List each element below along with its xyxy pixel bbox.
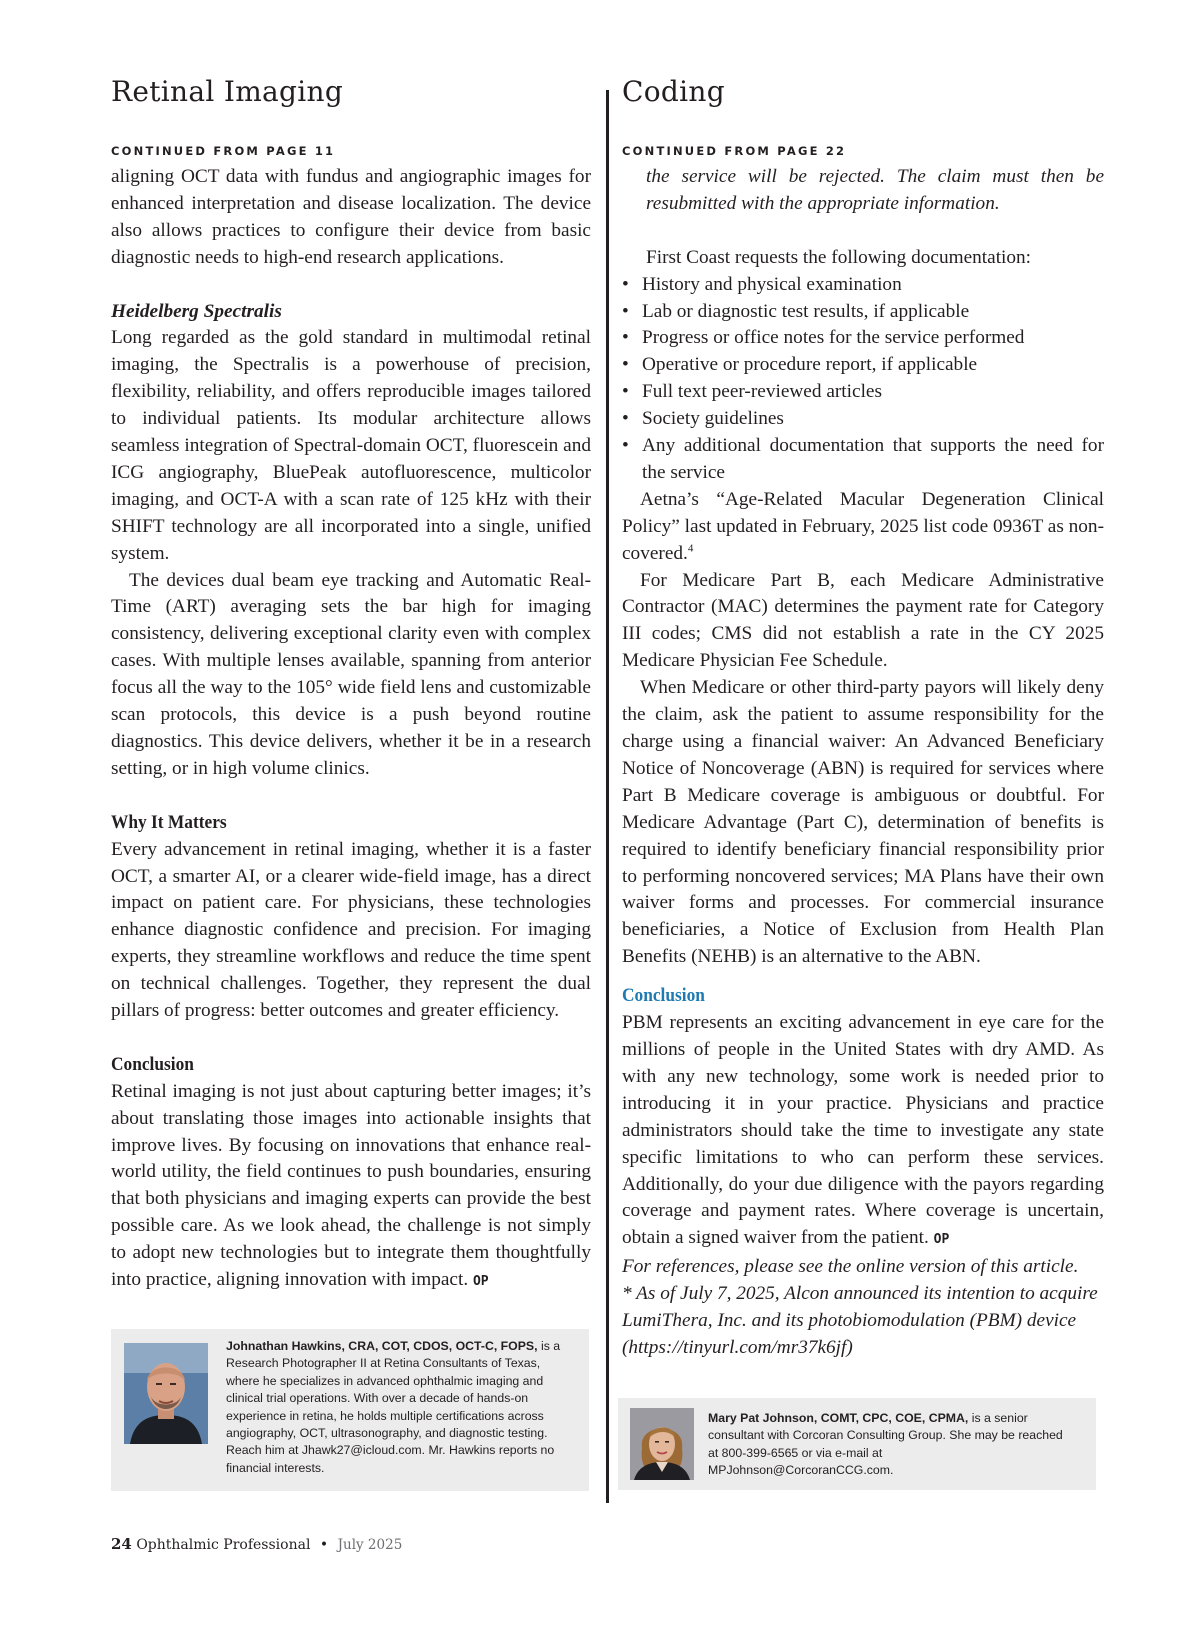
section-title-coding: Coding <box>622 75 725 108</box>
op-end-mark-left: OP <box>472 1274 489 1290</box>
waiver-paragraph: When Medicare or other third-party payors will likely deny the claim, ask the patient to assume responsibility for the charge using a financial waiver: An Advanced Beneficiary Notice of Noncoverage (ABN) is required for services where Part B Medicare coverage is ambiguous or doubtful. For Medicare Advantage (Part C), determination of benefits is required to identify beneficiary financial responsibility prior to performing noncovered services; MA Plans have their own waiver forms and processes. For commercial insurance beneficiaries, a Notice of Exclusion from Health Plan Benefits (NEHB) is an alternative to the ABN. <box>622 677 1104 968</box>
bio-name-hawkins: Johnathan Hawkins, CRA, COT, CDOS, OCT-C, FOPS, <box>226 1339 538 1353</box>
list-item: • Lab or diagnostic test results, if applicable <box>622 299 1104 326</box>
list-item: • History and physical examination <box>622 272 1104 299</box>
documentation-intro: First Coast requests the following documentation: <box>646 246 1032 268</box>
aetna-paragraph <box>622 487 1104 568</box>
list-item: • Progress or office notes for the service performed <box>622 325 1104 352</box>
subhead-why-it-matters: Why It Matters <box>111 811 227 833</box>
list-item: • Society guidelines <box>622 406 1104 433</box>
subhead-heidelberg: Heidelberg Spectralis <box>111 300 282 322</box>
bio-description-johnson: is a senior consultant with Corcoran Consulting Group. She may be reached at 800-399-6565 or via e-mail at MPJohnson@CorcoranCCG.com. <box>708 1411 1063 1478</box>
author-bio-hawkins <box>111 1329 589 1491</box>
conclusion-paragraph-left <box>111 1079 591 1296</box>
column-divider <box>606 90 609 1503</box>
intro-paragraph: aligning OCT data with fundus and angiographic images for enhanced interpretation and disease localization. The device also allows practices to configure their device from basic diagnostic needs to high-end research applications. <box>111 166 591 268</box>
aetna-text: Aetna’s “Age-Related Macular Degeneration Clinical Policy” last updated in February, 2025 list code 0936T as non-covered. <box>622 488 1104 564</box>
subhead-conclusion-left: Conclusion <box>111 1053 194 1075</box>
references-note: For references, please see the online version of this article. <box>622 1256 1079 1278</box>
footer-separator: • <box>319 1537 329 1553</box>
retinal-imaging-column <box>111 70 591 1296</box>
portrait-man-icon <box>124 1343 208 1444</box>
bio-text-johnson <box>708 1410 1068 1480</box>
continued-label: CONTINUED FROM PAGE 11 <box>111 144 336 158</box>
portrait-woman-icon <box>630 1408 694 1480</box>
conclusion-paragraph-right <box>622 1010 1104 1254</box>
bio-name-johnson: Mary Pat Johnson, COMT, CPC, COE, CPMA, <box>708 1411 969 1425</box>
avatar <box>124 1343 208 1444</box>
page-number: 24 <box>111 1535 132 1553</box>
author-bio-johnson <box>618 1398 1096 1490</box>
bio-description-hawkins: is a Research Photographer II at Retina Consultants of Texas, where he specializes in advanced ophthalmic imaging and clinical trial operations. With over a decade of hands-on experience in retina, he holds multiple certifications across angiography, OCT, ultrasonography, and diagnostic testing. Reach him at Jhawk27@icloud.com. Mr. Hawkins reports no financial interests. <box>226 1339 561 1475</box>
list-item: • Full text peer-reviewed articles <box>622 379 1104 406</box>
page-footer <box>111 1535 402 1553</box>
magazine-name: Ophthalmic Professional <box>136 1537 311 1553</box>
continued-label-coding: CONTINUED FROM PAGE 22 <box>622 144 847 158</box>
acquisition-note: * As of July 7, 2025, Alcon announced its intention to acquire LumiThera, Inc. and its photobiomodulation (PBM) device (https://tinyurl.com/mr37k6jf) <box>622 1283 1098 1358</box>
quote-paragraph: the service will be rejected. The claim must then be resubmitted with the appropriate information. <box>646 166 1104 214</box>
spectralis-paragraph-2: The devices dual beam eye tracking and Automatic Real-Time (ART) averaging sets the bar high for imaging consistency, delivering exceptional clarity even with complex cases. With multiple lenses available, spanning from anterior focus all the way to the 105° wide field lens and customizable scan protocols, this device is a push beyond routine diagnostics. This device delivers, whether it be in a research setting, or in high volume clinics. <box>111 569 591 779</box>
footnote-ref: 4 <box>687 542 694 555</box>
list-item: • Any additional documentation that supports the need for the service <box>622 433 1104 487</box>
issue-date: July 2025 <box>337 1537 403 1553</box>
spectralis-paragraph-1: Long regarded as the gold standard in multimodal retinal imaging, the Spectralis is a powerhouse of precision, flexibility, reliability, and offers reproducible images tailored to individual patients. Its modular architecture allows seamless integration of Spectral-domain OCT, fluorescein and ICG angiography, BluePeak autofluorescence, multicolor imaging, and OCT-A with a scan rate of 125 kHz with their SHIFT technology are all incorporated into a single, unified system. <box>111 327 591 564</box>
section-title-retinal-imaging: Retinal Imaging <box>111 75 344 108</box>
op-end-mark-right: OP <box>933 1232 950 1248</box>
list-item: • Operative or procedure report, if applicable <box>622 352 1104 379</box>
documentation-list <box>622 272 1104 487</box>
coding-column <box>622 70 1104 1362</box>
bio-text-hawkins <box>226 1338 566 1477</box>
conclusion-text-left: Retinal imaging is not just about capturing better images; it’s about translating those images into actionable insights that improve lives. By focusing on innovations that enhance real-world utility, the field continues to push boundaries, ensuring that both physicians and imaging experts can provide the best possible care. As we look ahead, the challenge is not simply to adopt new technologies but to integrate them thoughtfully into practice, aligning innovation with impact. <box>111 1080 591 1291</box>
medicare-part-b-paragraph: For Medicare Part B, each Medicare Administrative Contractor (MAC) determines the payment rate for Category III codes; CMS did not establish a rate in the CY 2025 Medicare Physician Fee Schedule. <box>622 569 1104 672</box>
subhead-conclusion-right: Conclusion <box>622 985 705 1007</box>
conclusion-text-right: PBM represents an exciting advancement in eye care for the millions of people in the United States with dry AMD. As with any new technology, some work is needed prior to introducing it in your practice. Physicians and practice administrators should take the time to investigate any state specific limitations to who can perform these services. Additionally, do your due diligence with the payors regarding coverage and payment rates. Where coverage is uncertain, obtain a signed waiver from the patient. <box>622 1012 1104 1249</box>
avatar <box>630 1408 694 1480</box>
why-it-matters-paragraph: Every advancement in retinal imaging, whether it is a faster OCT, a smarter AI, or a clearer wide-field image, has a direct impact on patient care. For physicians, these technologies enhance diagnostic confidence and precision. For imaging experts, they streamline workflows and reduce the time spent on technical challenges. Together, they represent the dual pillars of progress: better outcomes and greater efficiency. <box>111 838 591 1022</box>
